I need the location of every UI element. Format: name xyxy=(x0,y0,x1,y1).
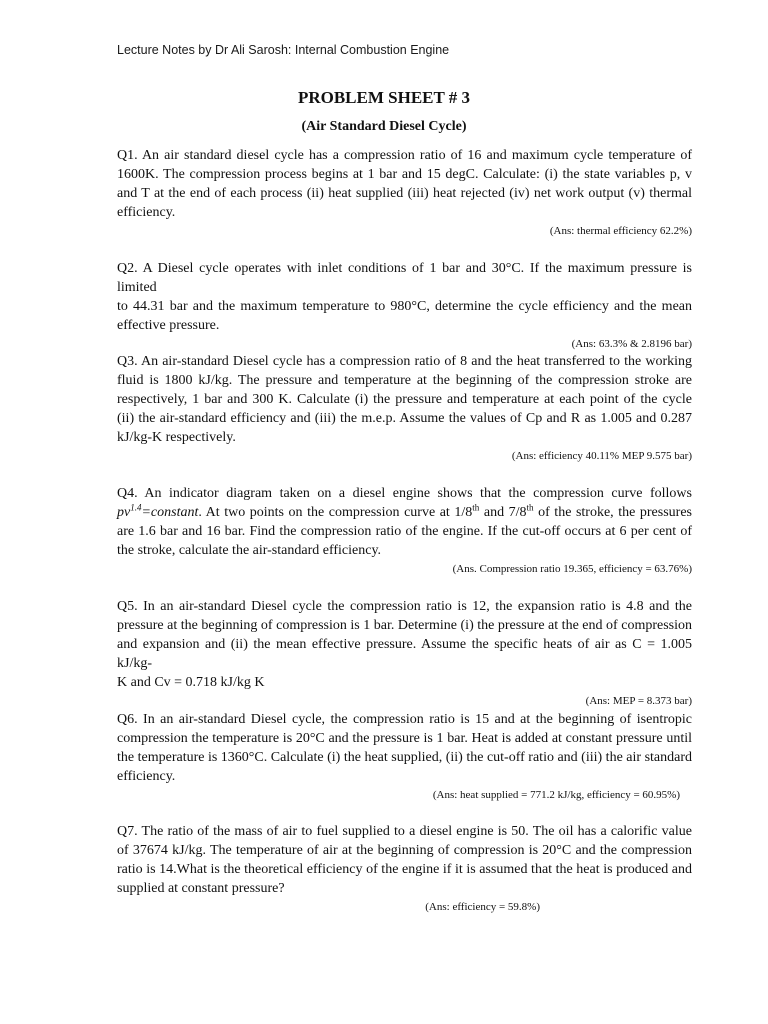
question-line: kJ/kg-K respectively. xyxy=(117,430,236,445)
answer: (Ans: efficiency = 59.8%) xyxy=(425,901,540,913)
question-line: (ii) the air-standard efficiency and (iii) the m.e.p. Assume the values of Cp and R as 1.005 and 0.287 xyxy=(117,411,692,426)
question-1 xyxy=(117,146,692,238)
question-line: are 1.6 bar and 16 bar. Find the compression ratio of the engine. If the cut-off occurs at 6 per cent of xyxy=(117,524,692,539)
question-2 xyxy=(117,259,692,351)
question-line: the stroke, calculate the air-standard efficiency. xyxy=(117,543,382,558)
question-line: to 44.31 bar and the maximum temperature to 980°C, determine the cycle efficiency and the mean xyxy=(117,299,692,314)
question-line: and T at the end of each process (ii) heat supplied (iii) heat rejected (iv) net work output (v) thermal xyxy=(117,186,692,201)
answer: (Ans: efficiency 40.11% MEP 9.575 bar) xyxy=(511,450,692,462)
question-line: K and Cv = 0.718 kJ/kg K xyxy=(117,675,265,690)
question-line: of 37674 kJ/kg. The temperature of air at the beginning of compression is 20°C and the compression xyxy=(117,843,692,858)
question-line: the temperature is 1360°C. Calculate (i) the heat supplied, (ii) the cut-off ratio and (iii) the air standard xyxy=(117,750,692,765)
question-line: efficiency. xyxy=(117,205,176,220)
question-5 xyxy=(117,597,692,708)
question-line: Q7. The ratio of the mass of air to fuel supplied to a diesel engine is 50. The oil has a calorific value xyxy=(117,824,692,839)
question-line: $pv^{1.4}=constant$. At two points on the compression curve at 1/8th and 7/8th of the stroke, the pressures xyxy=(117,502,692,520)
page-subtitle: (Air Standard Diesel Cycle) xyxy=(301,119,467,134)
answer: (Ans: MEP = 8.373 bar) xyxy=(585,695,692,707)
page-title: PROBLEM SHEET # 3 xyxy=(297,88,471,107)
formula-exponent: 1.4 xyxy=(130,502,142,513)
question-6 xyxy=(117,710,692,802)
question-line: Q1. An air standard diesel cycle has a compression ratio of 16 and maximum cycle temperature of xyxy=(117,148,692,163)
answer: (Ans: 63.3% & 2.8196 bar) xyxy=(571,338,692,350)
question-line: ratio is 14.What is the theoretical efficiency of the engine if it is assumed that the heat is produced and xyxy=(117,862,692,877)
question-line: Q6. In an air-standard Diesel cycle, the compression ratio is 15 and at the beginning of isentropic xyxy=(117,712,692,727)
page-header: Lecture Notes by Dr Ali Sarosh: Internal Combustion Engine xyxy=(117,43,450,57)
question-line: Q2. A Diesel cycle operates with inlet conditions of 1 bar and 30°C. If the maximum pressure is limited xyxy=(117,261,692,295)
question-line: pressure at the beginning of compression is 1 bar. Determine (i) the pressure at the end of compression xyxy=(117,618,692,633)
question-3 xyxy=(117,352,692,463)
formula-pv: pv xyxy=(117,505,131,520)
question-line: Q4. An indicator diagram taken on a diesel engine shows that the compression curve follows xyxy=(117,486,692,501)
question-line: Q3. An air-standard Diesel cycle has a compression ratio of 8 and the heat transferred to the working xyxy=(117,354,692,369)
question-7 xyxy=(117,822,692,914)
question-line: and expansion and (ii) the mean effective pressure. Assume the specific heats of air as C = 1.005 kJ/kg- xyxy=(117,637,692,671)
question-line: supplied at constant pressure? xyxy=(117,881,285,896)
question-line: Q5. In an air-standard Diesel cycle the compression ratio is 12, the expansion ratio is 4.8 and the xyxy=(117,599,692,614)
question-line: fluid is 1800 kJ/kg. The pressure and temperature at the beginning of the compression stroke are xyxy=(117,373,692,388)
formula-constant: =constant xyxy=(141,505,199,520)
question-4 xyxy=(117,484,692,576)
question-line: efficiency. xyxy=(117,769,176,784)
answer: (Ans: heat supplied = 771.2 kJ/kg, efficiency = 60.95%) xyxy=(432,789,680,801)
answer: (Ans: thermal efficiency 62.2%) xyxy=(549,225,692,237)
question-line: effective pressure. xyxy=(117,318,220,333)
question-line: respectively, 1 bar and 300 K. Calculate (i) the pressure and temperature at each point of the cycle xyxy=(117,392,692,407)
answer: (Ans. Compression ratio 19.365, efficiency = 63.76%) xyxy=(452,563,692,575)
question-line: 1600K. The compression process begins at 1 bar and 15 degC. Calculate: (i) the state variables p, v xyxy=(117,167,692,182)
question-line: compression the temperature is 20°C and the pressure is 1 bar. Heat is added at constant pressure until xyxy=(117,731,692,746)
